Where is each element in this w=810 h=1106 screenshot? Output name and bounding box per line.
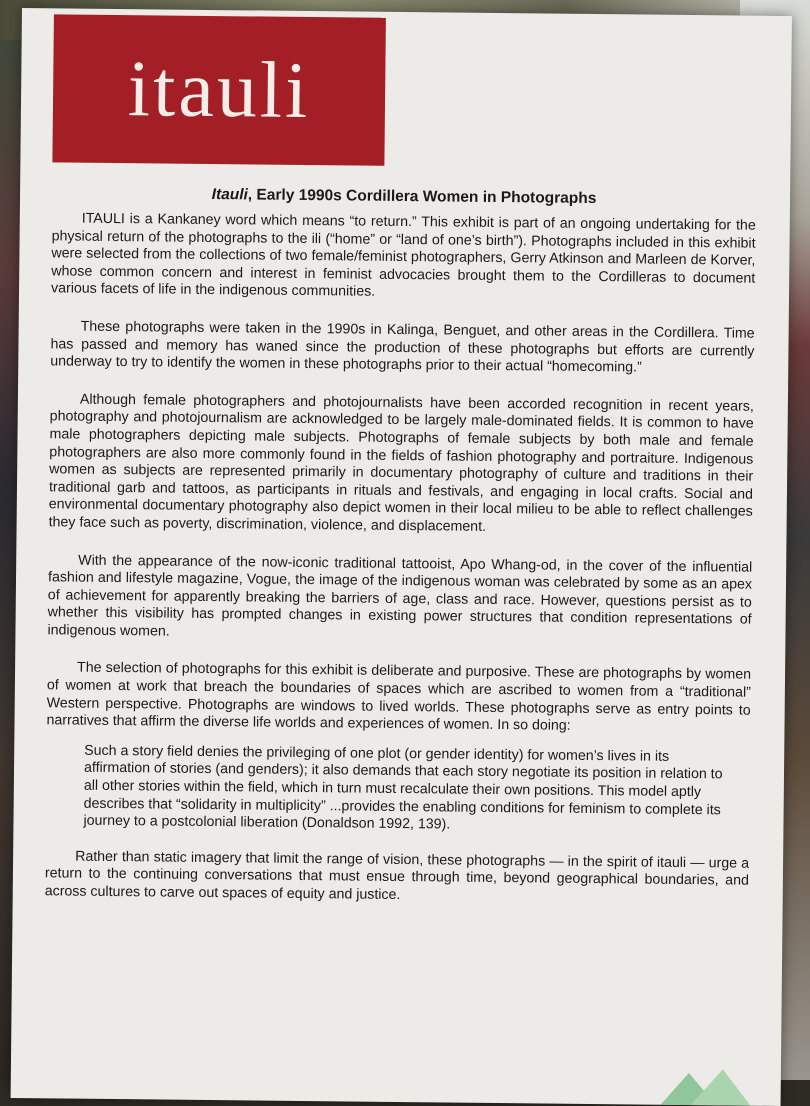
paragraph-2: These photographs were taken in the 1990s in Kalinga, Benguet, and other areas in the Cordillera. Time has passed and memory has waned since the production of these photographs but efforts are currently underway to try to identify the women in these photographs prior to their actual “homecoming.”: [50, 318, 755, 376]
poster-content: [44, 184, 756, 928]
logo-block: [52, 14, 386, 165]
exhibit-title: [52, 184, 756, 209]
closing-paragraph: Rather than static imagery that limit the range of vision, these photographs — in the spirit of itauli — urge a return to the continuing conversations that must ensue through time, beyond geographical boundaries, and across cultures to carve out spaces of equity and justice.: [44, 848, 750, 904]
title-rest: , Early 1990s Cordillera Women in Photographs: [247, 186, 597, 208]
paragraph-5: The selection of photographs for this exhibit is deliberate and purposive. These are photographs by women of women at work that breach the boundaries of spaces which are ascribed to women from a “traditional” Western perspective. Photographs are windows to lived worlds. These photographs serve as entry points to narratives that affirm the diverse life worlds and experiences of women. In so doing:: [46, 660, 752, 735]
block-quote: Such a story field denies the privileging of one plot (or gender identity) for women’s lives in its affirmation of stories (and genders); it also demands that each story negotiate its position in relation to all other stories within the field, which in turn must recalculate their own positions. This model aptly describes that “solidarity in multiplicity” ...provides the enabling conditions for feminism to complete its journey to a postcolonial liberation (Donaldson 1992, 139).: [83, 742, 723, 833]
paragraph-1: ITAULI is a Kankaney word which means “to return.” This exhibit is part of an ongoing undertaking for the physical return of the photographs to the ili (“home” or “land of one’s birth”). Photographs included in this exhibit were selected from the collections of two female/feminist photographers, Gerry Atkinson and Marleen de Korver, whose common concern and interest in feminist advocacies brought them to the Cordilleras to document various facets of life in the indigenous communities.: [50, 210, 756, 301]
exhibit-poster: [11, 8, 792, 1106]
logo-text: itauli: [127, 44, 311, 135]
title-italic: Itauli: [211, 185, 248, 204]
paragraph-3: Although female photographers and photojournalists have been accorded recognition in recent years, photography and photojournalism are acknowledged to be largely male-dominated fields. It is common to have male photographers depicting male subjects. Photographs of female subjects by both male and female photographers are also more commonly found in the fields of fashion photography and portraiture. Indigenous women as subjects are represented primarily in documentary photography of culture and traditions in their traditional garb and tattoos, as participants in rituals and festivals, and engaging in local crafts. Social and environmental documentary photography also depict women in their local milieu to be able to reflect challenges they face such as poverty, discrimination, violence, and displacement.: [48, 391, 754, 535]
mountain-logo-icon: [661, 1065, 751, 1106]
paragraph-4: With the appearance of the now-iconic traditional tattooist, Apo Whang-od, in the cover of the influential fashion and lifestyle magazine, Vogue, the image of the indigenous woman was celebrated by some as an apex of achievement for apparently breaking the barriers of age, class and race. However, questions persist as to whether this visibility has prompted changes in existing power structures that condition representations of indigenous women.: [47, 552, 753, 640]
